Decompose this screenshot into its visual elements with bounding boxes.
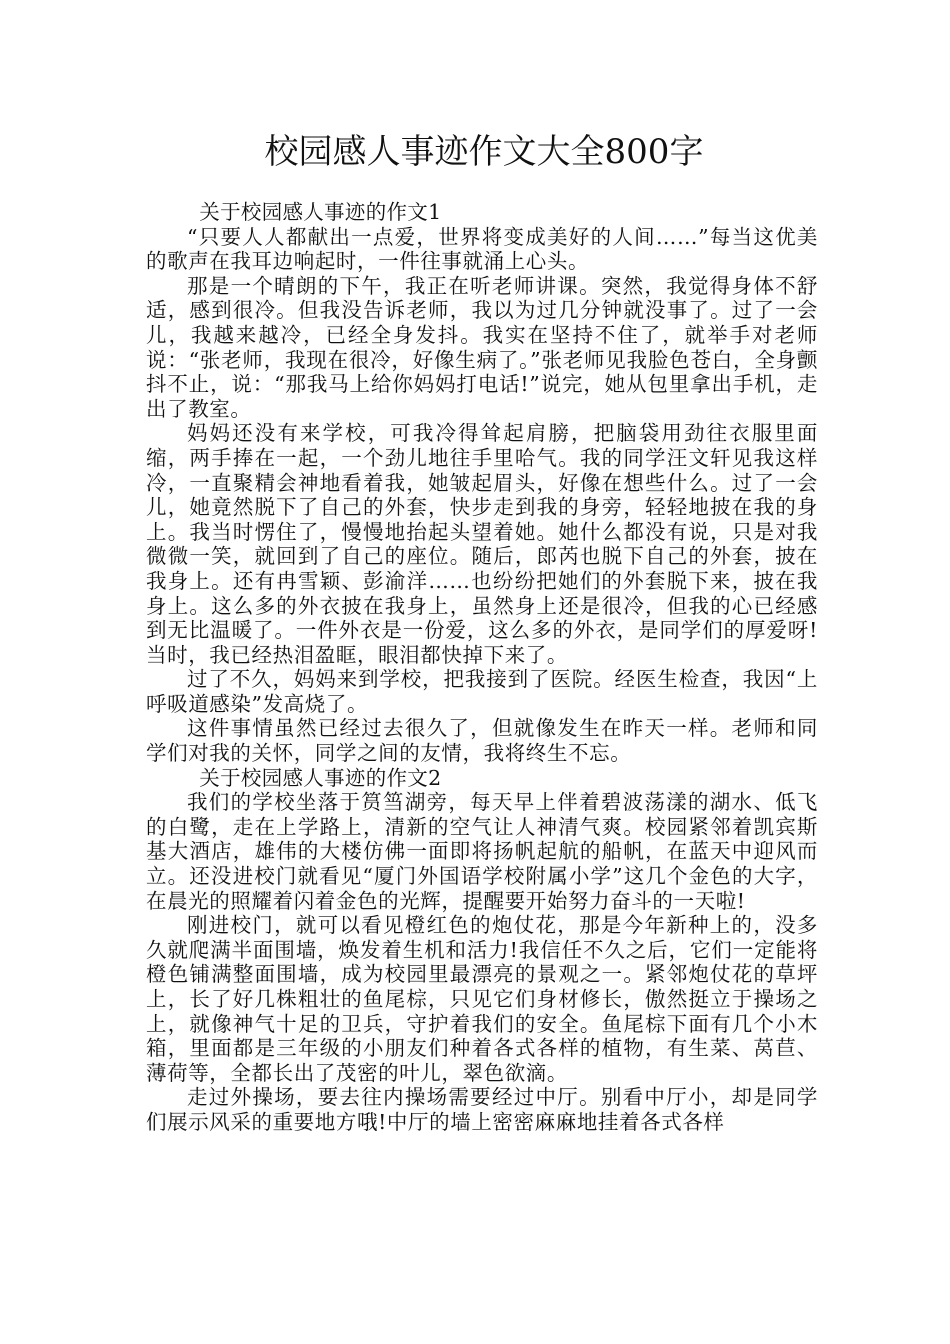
- document-page: [146, 126, 818, 1135]
- paragraph: 刚进校门，就可以看见橙红色的炮仗花，那是今年新种上的，没多久就爬满半面围墙，焕发着生机和活力!我信任不久之后，它们一定能将橙色铺满整面围墙，成为校园里最漂亮的景观之一。紧邻炮仗花的草坪上，长了好几株粗壮的鱼尾棕，只见它们身材修长，傲然挺立于操场之上，就像神气十足的卫兵，守护着我们的安全。鱼尾棕下面有几个小木箱，里面都是三年级的小朋友们种着各式各样的植物，有生菜、莴苣、薄荷等，全都长出了茂密的叶儿，翠色欲滴。: [146, 913, 818, 1085]
- paragraph: 走过外操场，要去往内操场需要经过中厅。别看中厅小，却是同学们展示风采的重要地方哦!中厅的墙上密密麻麻地挂着各式各样: [146, 1085, 818, 1134]
- section-heading-2: 关于校园感人事迹的作文2: [199, 765, 442, 790]
- paragraph: 这件事情虽然已经过去很久了，但就像发生在昨天一样。老师和同学们对我的关怀，同学之间的友情，我将终生不忘。: [146, 716, 818, 766]
- document-body: [146, 200, 818, 1135]
- paragraph: 妈妈还没有来学校，可我冷得耸起肩膀，把脑袋用劲往衣服里面缩，两手捧在一起，一个劲儿地往手里哈气。我的同学汪文轩见我这样冷，一直聚精会神地看着我，她皱起眉头，好像在想些什么。过了一会儿，她竟然脱下了自己的外套，快步走到我的身旁，轻轻地披在我的身上。我当时愣住了，慢慢地抬起头望着她。她什么都没有说，只是对我微微一笑，就回到了自己的座位。随后，郎芮也脱下自己的外套，披在我身上。还有冉雪颖、彭渝洋……也纷纷把她们的外套脱下来，披在我身上。这么多的外衣披在我身上，虽然身上还是很冷，但我的心已经感到无比温暖了。一件外衣是一份爱，这么多的外衣，是同学们的厚爱呀!当时，我已经热泪盈眶，眼泪都快掉下来了。: [146, 421, 818, 667]
- page-title: 校园感人事迹作文大全800字: [264, 132, 704, 172]
- paragraph: “只要人人都献出一点爱，世界将变成美好的人间……”每当这优美的歌声在我耳边响起时，一件往事就涌上心头。: [146, 224, 818, 274]
- paragraph: 那是一个晴朗的下午，我正在听老师讲课。突然，我觉得身体不舒适，感到很冷。但我没告诉老师，我以为过几分钟就没事了。过了一会儿，我越来越冷，已经全身发抖。我实在坚持不住了，就举手对老师说：“张老师，我现在很冷，好像生病了。”张老师见我脸色苍白，全身颤抖不止，说：“那我马上给你妈妈打电话!”说完，她从包里拿出手机，走出了教室。: [146, 273, 818, 421]
- paragraph: 我们的学校坐落于筼筜湖旁，每天早上伴着碧波荡漾的湖水、低飞的白鹭，走在上学路上，清新的空气让人神清气爽。校园紧邻着凯宾斯基大酒店，雄伟的大楼仿佛一面即将扬帆起航的船帆，在蓝天中迎风而立。还没进校门就看见“厦门外国语学校附属小学”这几个金色的大字，在晨光的照耀着闪着金色的光辉，提醒要开始努力奋斗的一天啦!: [146, 790, 818, 913]
- section-heading-1: 关于校园感人事迹的作文1: [199, 200, 442, 224]
- paragraph: 过了不久，妈妈来到学校，把我接到了医院。经医生检查，我因“上呼吸道感染”发高烧了。: [146, 667, 818, 716]
